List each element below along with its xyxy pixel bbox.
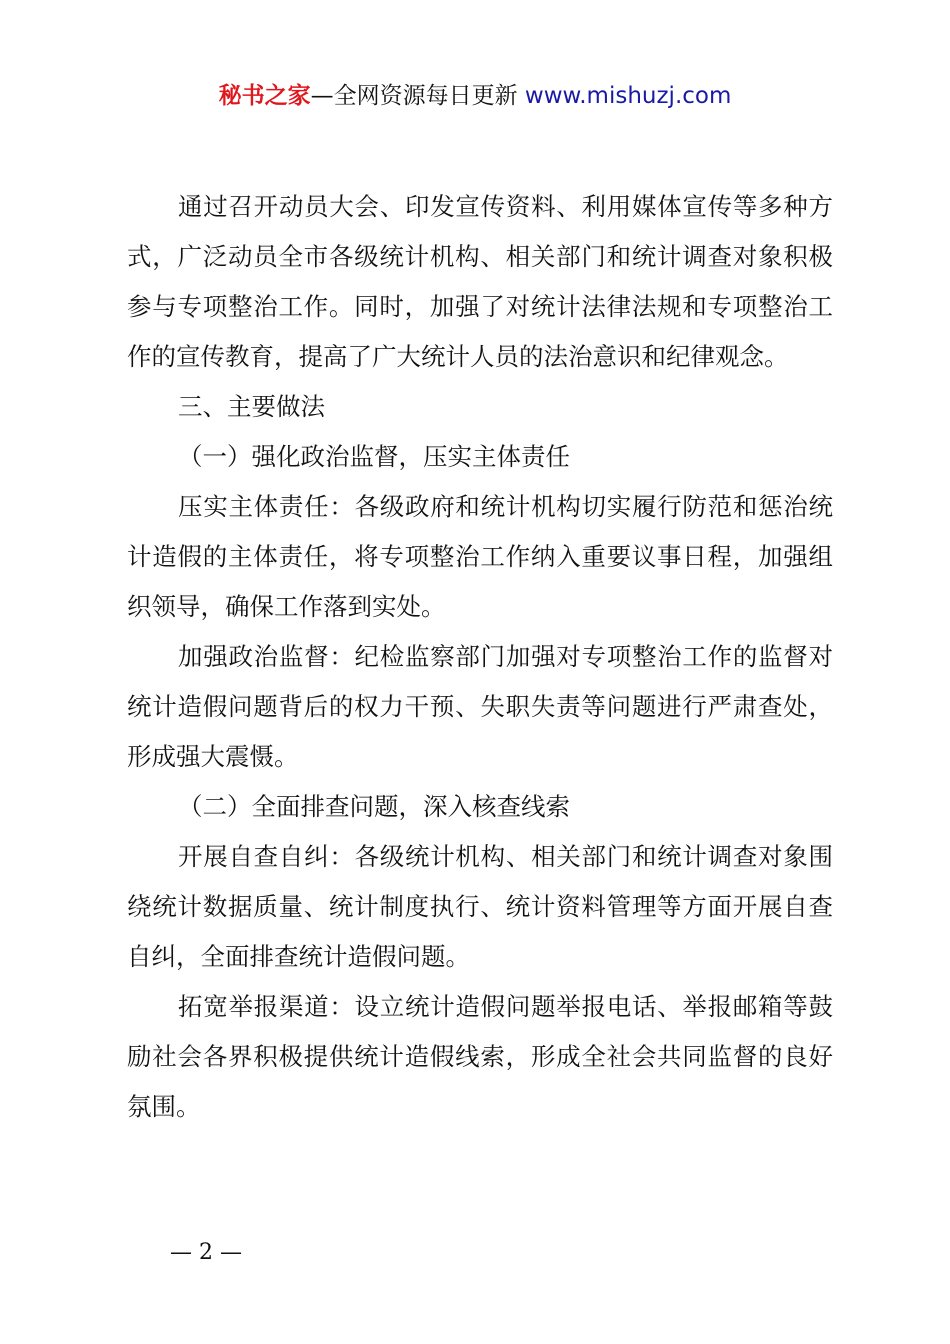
header-url-link[interactable]: www.mishuzj.com	[524, 83, 732, 109]
subheading-problem-investigation: （二）全面排查问题，深入核查线索	[178, 792, 570, 821]
paragraph-main-responsibility: 压实主体责任：各级政府和统计机构切实履行防范和惩治统计造假的主体责任，将专项整治工作纳入重要议事日程，加强组织领导，确保工作落到实处。	[127, 492, 833, 621]
brand-name: 秘书之家	[218, 83, 311, 109]
paragraph-mobilization: 通过召开动员大会、印发宣传资料、利用媒体宣传等多种方式，广泛动员全市各级统计机构、相关部门和统计调查对象积极参与专项整治工作。同时，加强了对统计法律法规和专项整治工作的宣传教育，提高了广大统计人员的法治意识和纪律观念。	[127, 192, 833, 371]
paragraph-political-supervision: 加强政治监督：纪检监察部门加强对专项整治工作的监督对统计造假问题背后的权力干预、失职失责等问题进行严肃查处，形成强大震慑。	[127, 642, 833, 771]
document-body	[127, 182, 833, 1132]
page-number: — 2 —	[170, 1240, 242, 1265]
page-header	[0, 80, 950, 112]
subheading-political-supervision: （一）强化政治监督，压实主体责任	[178, 442, 570, 471]
section-heading-main-practices: 三、主要做法	[178, 392, 325, 421]
paragraph-self-inspection: 开展自查自纠：各级统计机构、相关部门和统计调查对象围绕统计数据质量、统计制度执行、统计资料管理等方面开展自查自纠，全面排查统计造假问题。	[127, 842, 833, 971]
header-tagline: —全网资源每日更新	[310, 83, 518, 109]
paragraph-reporting-channels: 拓宽举报渠道：设立统计造假问题举报电话、举报邮箱等鼓励社会各界积极提供统计造假线索，形成全社会共同监督的良好氛围。	[127, 992, 833, 1121]
